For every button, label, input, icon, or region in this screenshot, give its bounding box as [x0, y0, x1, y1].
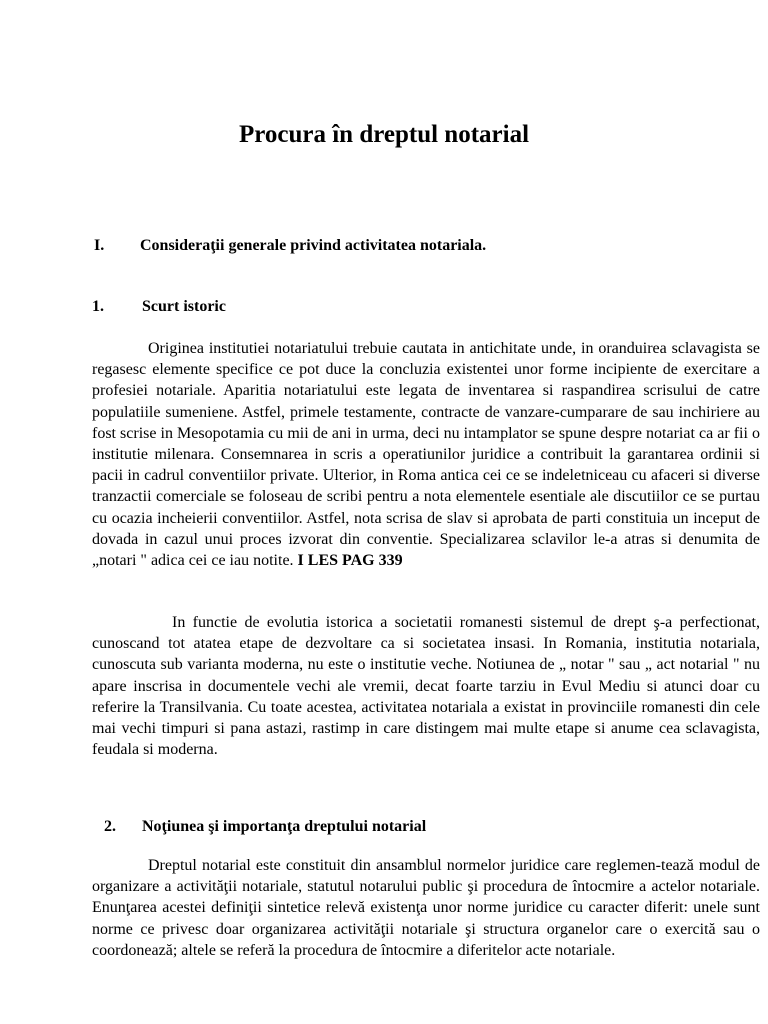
subsection-heading-history: [92, 296, 226, 317]
section-heading: [94, 235, 486, 256]
subsection-number: 1.: [92, 298, 104, 315]
paragraph-history-romania: In functie de evolutia istorica a societatii romanesti sistemul de drept ş-a perfectionat, cunoscand tot atatea etape de dezvoltare ca si societatea insasi. In Romania, institutia notariala, cunoscuta sub varianta moderna, nu este o institutie veche. Notiunea de „ notar " sau „ act notarial " nu apare inscrisa in documentele vechi ale vremii, decat foarte tarziu in Evul Mediu si atunci doar cu referire la Transilvania. Cu toate acestea, activitatea notariala a existat in provinciile romanesti din cele mai vechi timpuri si pana astazi, rastimp in care distingem mai multe etape si anume cea sclavagista, feudala si moderna.: [92, 614, 760, 759]
subsection-heading-notion: [104, 816, 426, 837]
paragraph-notion-definition: Dreptul notarial este constituit din ansamblul normelor juridice care reglemen-tează modul de organizare a activităţii notariale, statutul notarului public şi procedura de întocmire a actelor notariale. Enunţarea acestei definiţii sintetice relevă existenţa unor norme juridice cu caracter diferit: unele sunt norme ce privesc doar organizarea activităţii notariale şi structura organelor care o exercită sau o coordonează; altele se referă la procedura de întocmire a diferitelor acte notariale.: [92, 857, 760, 959]
document-title: Procura în dreptul notarial: [238, 121, 530, 148]
source-reference: I LES PAG 339: [297, 552, 403, 570]
section-number: I.: [94, 237, 105, 254]
paragraph-history-origin: [92, 338, 760, 571]
section-title: Consideraţii generale privind activitatea notariala.: [140, 237, 487, 254]
paragraph-text: Originea institutiei notariatului trebuie cautata in antichitate unde, in oranduirea sclavagista se regasesc elemente specifice ce pot duce la concluzia existentei unor forme incipiente de exercitare a profesiei notariale. Aparitia notariatului este legata de inventarea si raspandirea scrisului de catre populatiile sumeniene. Astfel, primele testamente, contracte de vanzare-cumparare de sau inchiriere au fost scrise in Mesopotamia cu mii de ani in urma, deci nu intamplator se spune despre notariat ca ar fii o institutie milenara. Consemnarea in scris a operatiunilor juridice a contribuit la garantarea ordinii si pacii in cadrul conventiilor private. Ulterior, in Roma antica cei ce se indeletniceau cu afaceri si diverse tranzactii comerciale se foloseau de scribi pentru a nota elementele esentiale ale discutiilor ce se purtau cu ocazia incheierii conventiilor. Astfel, nota scrisa de slav si aprobata de parti constituia un inceput de dovada in cazul unui proces izvorat din conventie. Specializarea sclavilor le-a atras si denumita de „notari " adica cei ce iau notite.: [92, 340, 760, 570]
subsection-title: Noţiunea şi importanţa dreptului notarial: [142, 818, 427, 835]
subsection-title: Scurt istoric: [142, 298, 226, 315]
subsection-number: 2.: [104, 818, 116, 835]
